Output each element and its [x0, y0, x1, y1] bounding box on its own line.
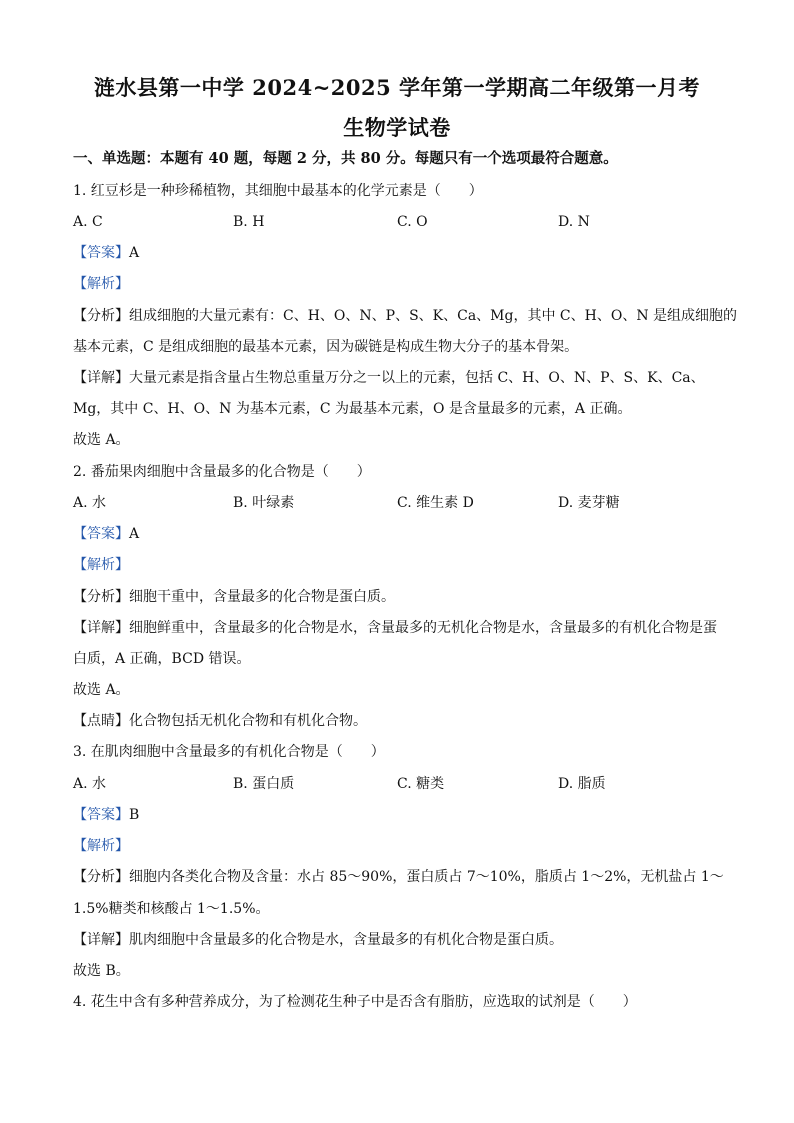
answer-value: A	[129, 526, 140, 542]
xiangjie-tag: 【详解】	[73, 370, 129, 386]
option-c: C. O	[397, 214, 428, 230]
question-1-conclusion: 故选 A。	[73, 432, 130, 448]
xiangjie-text: 细胞鲜重中，含量最多的化合物是水，含量最多的无机化合物是水，含量最多的有机化合物是蛋	[129, 620, 717, 636]
question-1-fenxi-line-2: 基本元素，C 是组成细胞的最基本元素，因为碳链是构成生物大分子的基本骨架。	[73, 339, 579, 355]
question-3-xiangjie-line-1	[73, 930, 734, 950]
question-3-conclusion: 故选 B。	[73, 963, 130, 979]
question-1-answer	[73, 243, 734, 263]
option-b: B. H	[233, 214, 265, 230]
option-c: C. 糖类	[397, 776, 445, 792]
xiangjie-text: 大量元素是指含量占生物总重量万分之一以上的元素，包括 C、H、O、N、P、S、K、Ca、	[129, 370, 705, 386]
question-2-answer	[73, 524, 734, 544]
question-3-fenxi-line-2: 1.5%糖类和核酸占 1～1.5%。	[73, 901, 270, 917]
option-a: A. 水	[73, 495, 107, 511]
dianjing-tag: 【点睛】	[73, 713, 129, 729]
question-1-xiangjie-line-2: Mg，其中 C、H、O、N 为基本元素，C 为最基本元素，O 是含量最多的元素，A 正确。	[73, 401, 632, 417]
xiangjie-tag: 【详解】	[73, 620, 129, 636]
xiangjie-tag: 【详解】	[73, 932, 129, 948]
question-2-conclusion: 故选 A。	[73, 682, 130, 698]
option-d: D. 脂质	[558, 776, 606, 792]
question-2-xiangjie-line-2: 白质，A 正确，BCD 错误。	[73, 651, 251, 667]
option-b: B. 叶绿素	[233, 495, 295, 511]
question-2-xiangjie-line-1	[73, 618, 734, 638]
option-d: D. 麦芽糖	[558, 495, 620, 511]
option-a: A. C	[73, 214, 103, 230]
option-c: C. 维生素 D	[397, 495, 474, 511]
question-1-fenxi-line-1	[73, 306, 738, 326]
question-2-stem: 2. 番茄果肉细胞中含量最多的化合物是（ ）	[73, 464, 371, 480]
question-3-stem: 3. 在肌肉细胞中含量最多的有机化合物是（ ）	[73, 744, 385, 760]
fenxi-text: 组成细胞的大量元素有：C、H、O、N、P、S、K、Ca、Mg，其中 C、H、O、N 是组成细胞的	[129, 308, 738, 324]
section-heading: 一、单选题：本题有 40 题，每题 2 分，共 80 分。每题只有一个选项最符合题意。	[73, 150, 618, 167]
fenxi-text: 细胞内各类化合物及含量：水占 85～90%，蛋白质占 7～10%，脂质占 1～2%，无机盐占 1～	[129, 869, 724, 885]
option-a: A. 水	[73, 776, 107, 792]
fenxi-tag: 【分析】	[73, 589, 129, 605]
question-1-stem: 1. 红豆杉是一种珍稀植物，其细胞中最基本的化学元素是（ ）	[73, 183, 483, 199]
answer-value: B	[129, 807, 140, 823]
xiangjie-text: 肌肉细胞中含量最多的化合物是水，含量最多的有机化合物是蛋白质。	[129, 932, 563, 948]
fenxi-text: 细胞干重中，含量最多的化合物是蛋白质。	[129, 589, 395, 605]
fenxi-tag: 【分析】	[73, 308, 129, 324]
question-2-fenxi-line-1	[73, 587, 734, 607]
answer-tag: 【答案】	[73, 807, 129, 823]
answer-tag: 【答案】	[73, 245, 129, 261]
question-2-dianjing	[73, 711, 734, 731]
question-2-jiexi: 【解析】	[73, 557, 129, 573]
dianjing-text: 化合物包括无机化合物和有机化合物。	[129, 713, 367, 729]
exam-subtitle: 生物学试卷	[343, 115, 451, 140]
question-3-jiexi: 【解析】	[73, 838, 129, 854]
exam-title: 涟水县第一中学 2024~2025 学年第一学期高二年级第一月考	[93, 75, 701, 100]
question-4-stem: 4. 花生中含有多种营养成分，为了检测花生种子中是否含有脂肪，应选取的试剂是（ ）	[73, 994, 637, 1010]
question-1-jiexi: 【解析】	[73, 276, 129, 292]
answer-tag: 【答案】	[73, 526, 129, 542]
answer-value: A	[129, 245, 140, 261]
fenxi-tag: 【分析】	[73, 869, 129, 885]
question-3-answer	[73, 805, 734, 825]
option-b: B. 蛋白质	[233, 776, 295, 792]
question-3-fenxi-line-1	[73, 867, 734, 887]
question-1-xiangjie-line-1	[73, 368, 734, 388]
option-d: D. N	[558, 214, 590, 230]
